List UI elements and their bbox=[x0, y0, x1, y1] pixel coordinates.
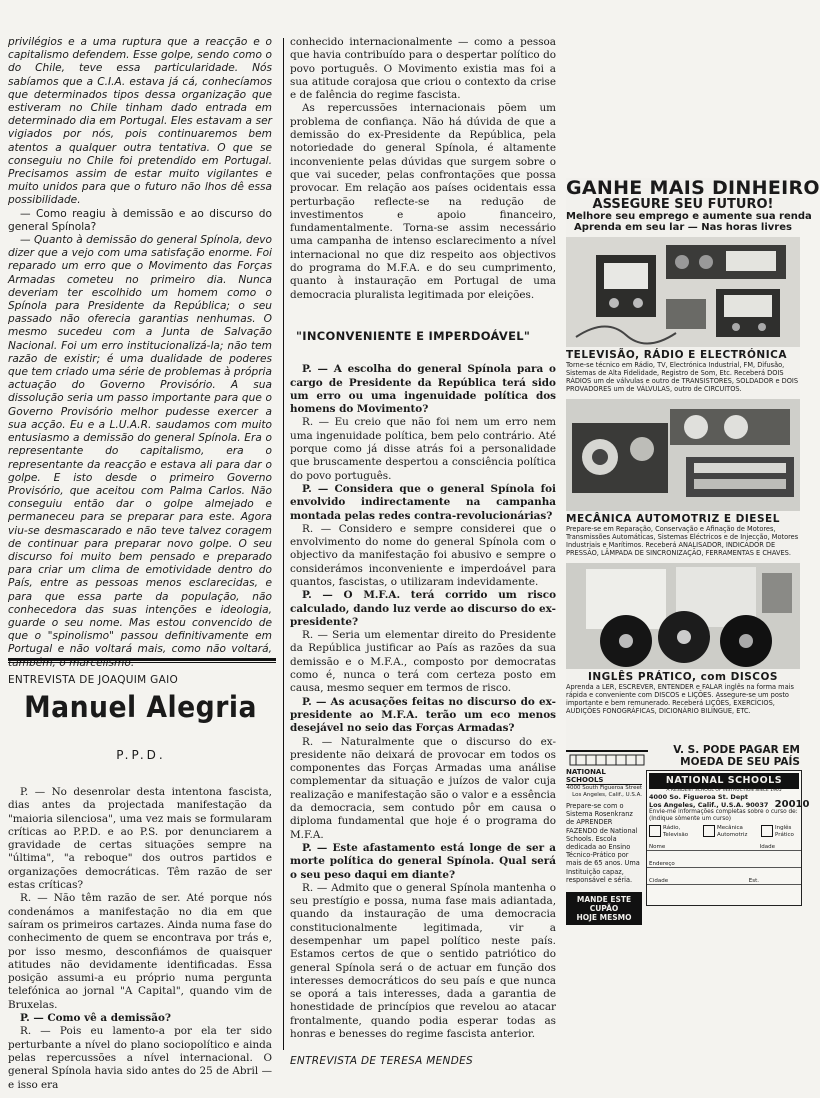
paragraph: privilégios e a uma ruptura que a reacção e o capitalismo defendem. Esse golpe, sendo como o do Chile, teve essa particularidade. Nós sabíamos que a C.I.A. estava já cá, conhecíamos que determinados tipos dessa organização que estiveram no Chile tinham dado entrada em determinado dia em Portugal. Eles estavam a ser vigiados por nós, pois continuaremos bem atentos a qualquer outra tentativa. O que se conseguiu no Chile foi pretendido em Portugal. Precisamos assim de estar muito vigilantes e muito unidos para que o futuro não lhos dê essa possibilidade. bbox=[8, 36, 272, 207]
school-address: 4000 South Figueroa Street Los Angeles, Calif., U.S.A. bbox=[566, 785, 642, 798]
logo-subtitle: A RESIDENT SCHOOL OF INSTRUCTION SINCE 1905 bbox=[666, 788, 782, 793]
electronics-kit-icon bbox=[566, 237, 800, 347]
name-field[interactable] bbox=[647, 840, 801, 851]
person-name: Manuel Alegria bbox=[24, 690, 258, 724]
question: P. — Como vê a demissão? bbox=[20, 1012, 171, 1025]
address-field[interactable] bbox=[647, 851, 801, 868]
ad-subheadline: Melhore seu emprego e aumente sua renda bbox=[566, 211, 812, 222]
paragraph: — Quanto à demissão do general Spínola, devo dizer que a vejo com uma satisfação enorme. Foi reparado um erro que o Movimento das Forças Armadas cometeu no primeiro dia. Nunca deveriam ter escolhido um homem como o Spínola para Presidente da República; o seu passado não oferecia garantias nenhumas. O mesmo sucedeu com a Junta de Salvação Nacional. Foi um erro institucionalizá-la; não tem razão de existir; é uma dualidade de poderes que tem criado uma série de problemas à própria actuação do Governo Provisório. A sua dissolução seria um passo importante para que o Governo Provisório melhor pudesse exercer a sua acção. Eu e a L.U.A.R. saudamos com muito entusiasmo a demissão do general Spínola. Era o representante do capitalismo, era o representante da reacção e estava ali para dar o golpe. E isto desde o primeiro Governo Provisório, que aceitou com Palma Carlos. Não conseguiu então dar o golpe almejado e permaneceu para se preparar para este. Agora viu-se desmascarado e não teve talvez coragem de continuar para preparar novo golpe. O seu discurso foi muito bem pensado e preparado para criar um clima de emotividade dentro do País, entre as pessoas menos esclarecidas, e para que essa parte da população, não conhecedora das suas intenções e ideologia, guarde o seu nome. Mas estou convencido de que o "spinolismo" passou definitivamente em Portugal e não voltará mais, como não voltará, bbox=[8, 234, 272, 656]
city-field[interactable] bbox=[647, 868, 801, 885]
question: P. — No desenrolar desta intentona fascista, dias antes da projectada manifestação da "maioria silenciosa", uma vez mais se formularam críticas ao P.P.D. e ao P.S. por denunciarem a gravidade de certas situações sempre na "última", "a reboque" dos outros partidos e organizações democráticas. Têm razão de ser estas críticas? bbox=[8, 786, 272, 892]
divider bbox=[8, 658, 276, 661]
coupon-code: 20010 bbox=[774, 799, 810, 810]
question: P. — A escolha do general Spínola para o cargo de Presidente da República terá sido um erro ou uma ingenuidade política dos homens do Movimento? bbox=[290, 363, 556, 416]
mechanics-kit-photo bbox=[566, 399, 800, 511]
coupon-address: 4000 So. Figueroa St. Dept bbox=[649, 793, 748, 801]
school-name: NATIONAL SCHOOLS bbox=[566, 768, 642, 785]
answer: R. — Considero e sempre considerei que o envolvimento do nome do general Spínola com o objectivo da manifestação foi abusivo e sempre o considerámos inconveniente e imperdoável para quantos, fascistas, o utilizaram indevidamente. bbox=[290, 522, 556, 588]
course-description: Torne-se técnico em Rádio, TV, Electrónica Industrial, FM, Difusão, Sistemas de Alta Fidelidade, Registro de Som, Etc. Receberá DOIS RÁDIOS um de válvulas e outro de TRANSISTORES, SOLDADOR e DOIS PROVADORES um de VÁLVULAS, outro de CIRCUITOS. bbox=[566, 361, 799, 393]
address-field-label: Endereço bbox=[649, 861, 675, 867]
paragraph: conhecido internacionalmente — como a pessoa que havia contribuído para o despertar político do povo português. O Movimento existia mas foi a sua atitude corajosa que criou o contexto da crise e de falência do regime fascista. bbox=[290, 36, 556, 102]
answer: R. — Naturalmente que o discurso do ex-presidente não deixará de provocar em todos os componentes das Forças Armadas uma análise complementar da situação e juízos de valor cuja realização e manifestação são o valor e a essência da democracia, sem contudo pôr em causa o diploma fundamental que hoje é o programa do M.F.A. bbox=[290, 735, 556, 841]
coupon-instructions: Envie-me informações completas sobre o curso de: (Indique sòmente um curso) bbox=[649, 809, 798, 822]
school-logo: NATIONAL SCHOOLS bbox=[649, 773, 799, 789]
advertisement bbox=[566, 177, 820, 923]
name-field-label: Nome bbox=[649, 844, 666, 850]
course-description: Aprenda a LER, ESCREVER, ENTENDER e FALAR inglês na forma mais rápida e conveniente com DISCOS e LIÇÕES. Assegure-se um posto importante e bem remunerado. Receberá LIÇÕES, EXERCÍCIOS, AUDIÇÕES FONOGRÁFICAS, DICIONÁRIO BILÍNGUE, ETC. bbox=[566, 683, 794, 715]
interview-credit: ENTREVISTA DE TERESA MENDES bbox=[290, 1055, 474, 1068]
section-heading: "INCONVENIENTE E IMPERDOÁVEL" bbox=[296, 328, 531, 343]
interview-credit: ENTREVISTA DE JOAQUIM GAIO bbox=[8, 673, 179, 686]
paragraph: As repercussões internacionais põem um problema de confiança. Não há dúvida de que a demissão do ex-Presidente da República, pela notoriedade do general Spínola, é altamente inconveniente pelas dúvidas que surgem sobre o que vai suceder, pelas confrontações que possa provocar. Em relação aos países ocidentais essa perturbação reflecte-se na redução de investimentos e apoio financeiro, fundamentalmente. Torna-se assim necessário uma campanha de intenso esclarecimento a nível internacional no que diz respeito aos objectivos do programa do M.F.A. e do seu cumprimento, quanto à instauração em Portugal de uma democracia pluralista legitimada por eleições. bbox=[290, 102, 556, 301]
column-1 bbox=[8, 36, 272, 687]
answer: R. — Seria um elementar direito do Presidente da República justificar ao País as razões da sua demissão e o M.F.A., composto por democratas como é, nunca o terá com certeza posto em causa, mesmo sequer em termos de risco. bbox=[290, 629, 556, 695]
course-title: MECÂNICA AUTOMOTRIZ E DIESEL bbox=[566, 513, 780, 525]
building-icon bbox=[566, 753, 648, 767]
radio-tv-checkbox[interactable] bbox=[649, 825, 661, 837]
state-field-label: Est. bbox=[748, 878, 759, 884]
coupon-address-2: Los Angeles, Calif., U.S.A. 90037 bbox=[649, 801, 769, 809]
mechanics-checkbox[interactable] bbox=[703, 825, 715, 837]
city-field-label: Cidade bbox=[649, 878, 669, 884]
question: P. — O M.F.A. terá corrido um risco calculado, dando luz verde ao discurso do ex-presidente? bbox=[290, 589, 556, 628]
payment-banner-2: MOEDA DE SEU PAÍS bbox=[680, 756, 800, 768]
column-2 bbox=[290, 36, 556, 1069]
option-label: Inglês Prático bbox=[775, 825, 794, 838]
option-label: Rádio, Televisão bbox=[663, 825, 689, 838]
answer: R. — Eu creio que não foi nem um erro nem uma ingenuidade política, bem pelo contrário. Até porque como já disse atrás foi a personalidade que bruscamente despertou a consciência política do povo português. bbox=[290, 416, 556, 482]
vinyl-records-icon bbox=[566, 563, 800, 669]
course-description: Prepare-se em Reparação, Conservação e Afinação de Motores, Transmissões Automáticas, Sistemas Eléctricos e de Injecção, Motores Industriais e Marítimos. Receberá ANALISADOR, INDICADOR DE PRESSÃO, LÂMPADA DE SINCRONIZAÇÃO, FERRAMENTAS E CHAVES. bbox=[566, 525, 799, 557]
divider bbox=[8, 662, 276, 663]
payment-banner: V. S. PODE PAGAR EM bbox=[673, 744, 800, 756]
english-checkbox[interactable] bbox=[761, 825, 773, 837]
school-description: Prepare-se com o Sistema Rosenkranz de APRENDER FAZENDO de National Schools. Escola dedicada ao Ensino Técnico-Prático por mais de 65 anos. Uma Instituição capaz, responsável e séria. bbox=[566, 802, 640, 884]
question: P. — As acusações feitas no discurso do ex-presidente ao M.F.A. terão um eco menos desejável no seio das Forças Armadas? bbox=[290, 695, 556, 735]
question: P. — Este afastamento está longe de ser a morte política do general Spínola. Qual será o seu peso daqui em diante? bbox=[290, 841, 556, 881]
coupon-form bbox=[646, 770, 810, 906]
question: P. — Considera que o general Spínola foi envolvido indirectamente na campanha montada pelas redes contra-revolucionárias? bbox=[290, 482, 556, 522]
option-label: Mecânica Automotriz bbox=[717, 825, 748, 838]
send-coupon-label-2: HOJE MESMO bbox=[576, 913, 632, 923]
question: — Como reagiu à demissão e ao discurso do general Spínola? bbox=[8, 207, 272, 233]
ad-subheadline: Aprenda em seu lar — Nas horas livres bbox=[574, 222, 792, 233]
course-title: INGLÊS PRÁTICO, com DISCOS bbox=[587, 671, 778, 683]
age-field-label: Idade bbox=[759, 844, 775, 850]
electronics-kit-photo bbox=[566, 237, 800, 347]
mechanics-kit-icon bbox=[566, 399, 800, 511]
party-name: P.P.D. bbox=[116, 748, 166, 762]
english-records-photo bbox=[566, 563, 800, 669]
column-divider bbox=[283, 38, 284, 1050]
answer: R. — Admito que o general Spínola mantenha o seu prestígio e possa, numa fase mais adiantada, quando da instauração de uma democracia constitucionalmente legitimada, vir a desempenhar um papel político neste país. Estamos certos de que o sentido patriótico do general Spínola será o de actuar em função dos interesses democráticos do seu país e que nunca se oporá a tais interesses, dada a garantia de honestidade de princípios que revelou ao atacar frontalmente, quando podia esperar todas as honras e benesses do regime fascista anterior. bbox=[290, 881, 556, 1041]
ad-headline-2: ASSEGURE SEU FUTURO! bbox=[592, 197, 774, 212]
send-coupon-label: MANDE ESTE CUPÃO bbox=[576, 895, 632, 914]
ad-headline: GANHE MAIS DINHEIRO bbox=[566, 177, 820, 199]
column-1-bottom bbox=[8, 786, 272, 1092]
profile-heading bbox=[8, 690, 274, 762]
answer: R. — Não têm razão de ser. Até porque nós condenámos a manifestação no dia em que saíram os primeiros cartazes. Ainda numa fase do conhecimento de quem se encontrava por trás e, por isso mesmo, desconfiámos de quaisquer atitudes não devidamente identificadas. Essa posição assumi-a eu próprio numa pergunta telefónica ao jornal "A Capital", quando vim de Bruxelas. bbox=[8, 892, 272, 1011]
send-coupon-button[interactable] bbox=[566, 892, 642, 925]
course-title: TELEVISÃO, RÁDIO E ELECTRÓNICA bbox=[566, 349, 787, 361]
answer: R. — Pois eu lamento-a por ela ter sido perturbante a nível do plano sociopolítico e ainda pelas repercussões a nível internacional. O general Spínola havia sido antes do 25 de Abril — e isso era bbox=[8, 1025, 272, 1091]
